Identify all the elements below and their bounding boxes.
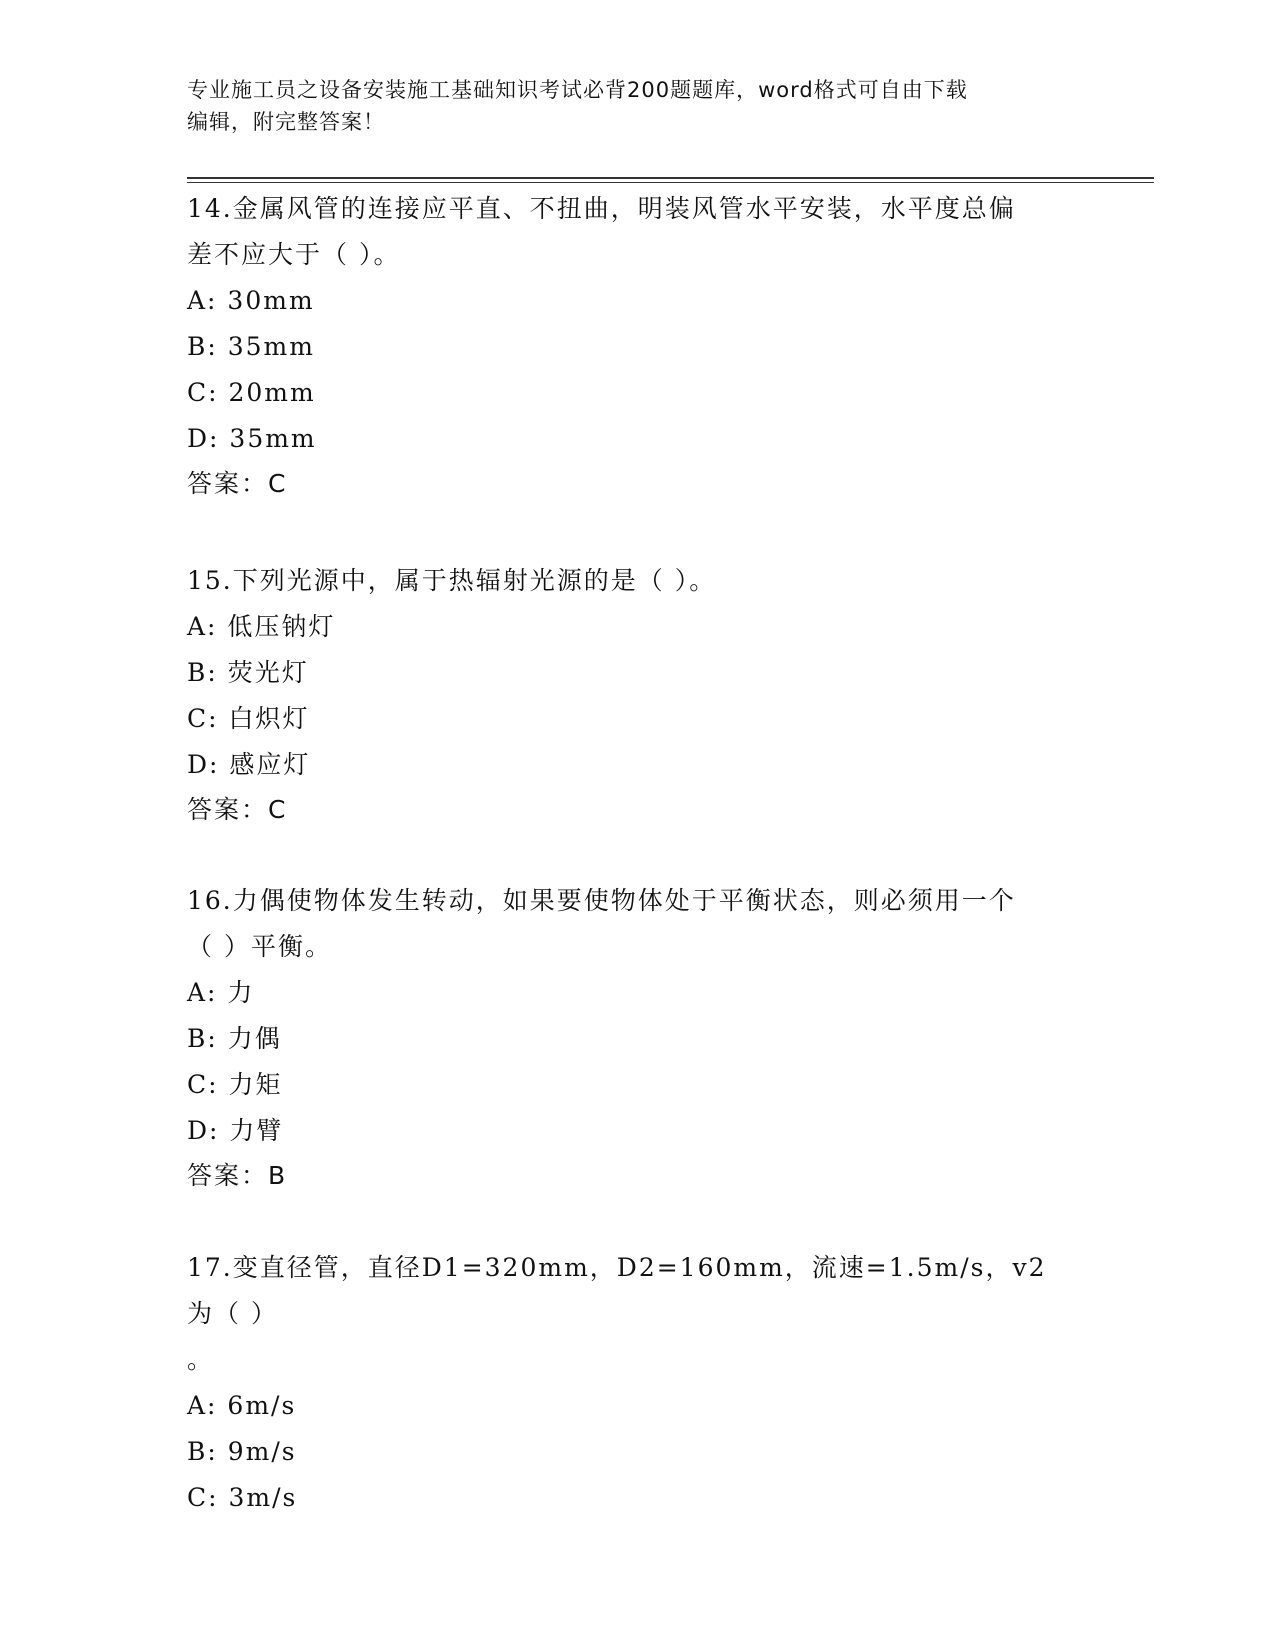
question-16 (187, 878, 1067, 1198)
question-stem-line: （ ）平衡。 (187, 932, 332, 961)
question-stem-line: 。 (187, 1345, 215, 1374)
option-a: A: 低压钠灯 (187, 612, 336, 641)
option-a: A: 6m/s (187, 1391, 297, 1420)
question-15 (187, 558, 1067, 832)
question-stem-line: 17.变直径管，直径D1=320mm，D2=160mm，流速=1.5m/s，v2为（ ） (187, 1253, 1047, 1328)
option-b: B: 力偶 (187, 1024, 282, 1053)
option-c: C: 20mm (187, 378, 316, 407)
answer: 答案：C (187, 469, 288, 498)
answer: 答案：B (187, 1161, 288, 1190)
option-d: D: 力臂 (187, 1116, 284, 1145)
option-a: A: 力 (187, 978, 255, 1007)
option-d: D: 感应灯 (187, 750, 311, 779)
option-c: C: 3m/s (187, 1483, 298, 1512)
option-d: D: 35mm (187, 424, 317, 453)
option-c: C: 力矩 (187, 1070, 283, 1099)
header-divider-thin (187, 182, 1154, 183)
question-stem-line: 15.下列光源中，属于热辐射光源的是（ ）。 (187, 566, 717, 595)
question-14 (187, 186, 1067, 506)
answer: 答案：C (187, 795, 288, 824)
option-b: B: 35mm (187, 332, 315, 361)
header-line-1: 专业施工员之设备安装施工基础知识考试必背200题题库，word格式可自由下载 (187, 78, 968, 102)
option-a: A: 30mm (187, 286, 315, 315)
question-stem-line: 差不应大于（ ）。 (187, 240, 401, 269)
question-stem-line: 14.金属风管的连接应平直、不扭曲，明装风管水平安装，水平度总偏 (187, 194, 1016, 223)
option-b: B: 荧光灯 (187, 658, 309, 687)
option-c: C: 白炽灯 (187, 704, 310, 733)
header-divider (187, 177, 1154, 179)
option-b: B: 9m/s (187, 1437, 297, 1466)
question-stem-line: 16.力偶使物体发生转动，如果要使物体处于平衡状态，则必须用一个 (187, 886, 1016, 915)
question-17 (187, 1245, 1067, 1521)
document-header (187, 74, 1067, 138)
header-line-2: 编辑，附完整答案！ (187, 110, 385, 134)
